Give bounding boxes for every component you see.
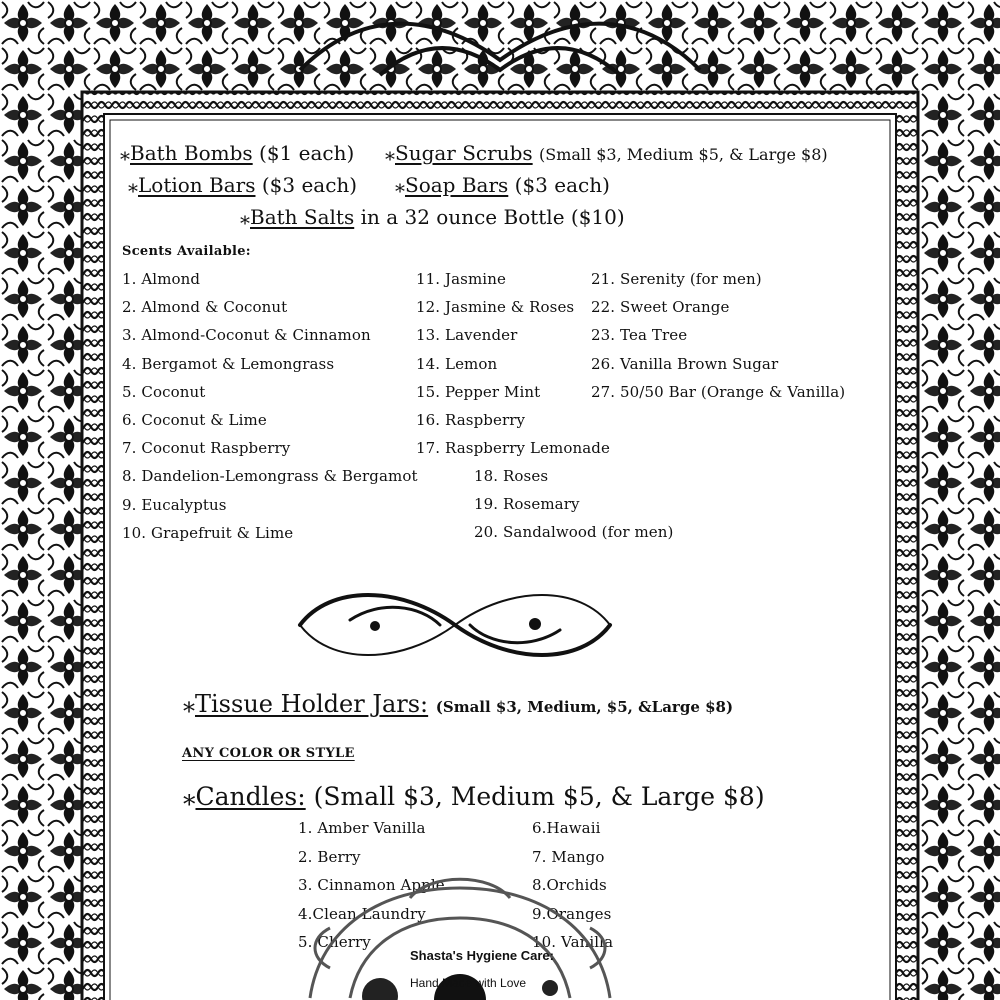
scent-item: 1. Almond [122,270,201,288]
tissue-jars-line: ⁎Tissue Holder Jars: (Small $3, Medium, $5, &Large $8) [183,690,734,718]
scent-item: 14. Lemon [416,354,498,373]
bath-bombs-price: ($1 each) [259,141,355,165]
candles-name: Candles: [195,782,306,811]
lotion-bars-line: ⁎Lotion Bars ($3 each) [128,173,358,197]
scent-item: 15. Pepper Mint [416,382,541,401]
scent-item: 16. Raspberry [416,410,526,429]
candle-item: 4.Clean Laundry [298,904,426,923]
bath-salts-name: Bath Salts [250,205,355,229]
candles-price: (Small $3, Medium $5, & Large $8) [313,782,765,811]
scent-item: 20. Sandalwood (for men) [474,523,674,542]
scent-item: 21. Serenity (for men) [591,270,762,288]
scent-item: 2. Almond & Coconut [122,298,288,317]
scents-column-1 [122,270,418,552]
scent-item: 23. Tea Tree [591,326,688,345]
bath-bombs-name: Bath Bombs [130,141,253,165]
sugar-scrubs-name: Sugar Scrubs [395,141,533,165]
logo-tagline: Hand Made with Love [410,976,527,990]
flourish-divider [290,580,620,670]
candle-item: 5. Cherry [298,933,371,951]
scent-item: 27. 50/50 Bar (Orange & Vanilla) [591,382,846,401]
scent-item: 18. Roses [474,467,549,485]
tissue-jars-price: (Small $3, Medium, $5, &Large $8) [435,698,734,716]
scent-item: 17. Raspberry Lemonade [416,439,610,458]
candle-item: 3. Cinnamon Apple [298,876,445,894]
bath-salts-rest: in a 32 ounce Bottle ($10) [360,205,625,229]
scent-item: 19. Rosemary [474,495,580,514]
scent-item: 9. Eucalyptus [122,495,227,514]
scents-column-2a [416,270,610,467]
scent-item: 13. Lavender [416,326,518,345]
bath-bombs-line: ⁎Bath Bombs ($1 each) [120,141,355,165]
soap-bars-name: Soap Bars [405,173,509,197]
scent-item: 3. Almond-Coconut & Cinnamon [122,326,371,345]
scent-item: 10. Grapefruit & Lime [122,523,294,542]
scents-label: Scents Available: [122,244,251,259]
candle-item: 10. Vanilla [532,933,614,951]
scent-item: 8. Dandelion-Lemongrass & Bergamot [122,467,418,486]
scent-item: 11. Jasmine [416,270,506,288]
scent-item: 5. Coconut [122,382,206,401]
scent-item: 26. Vanilla Brown Sugar [591,354,779,373]
sugar-scrubs-line: ⁎Sugar Scrubs (Small $3, Medium $5, & Large $8) [385,141,828,165]
scent-item: 4. Bergamot & Lemongrass [122,354,335,373]
soap-bars-price: ($3 each) [514,173,610,197]
candles-line: ⁎Candles: (Small $3, Medium $5, & Large $8) [183,782,765,811]
candle-item: 6.Hawaii [532,819,601,837]
candle-item: 9.Oranges [532,904,612,923]
scents-column-2b [474,467,674,552]
candle-item: 1. Amber Vanilla [298,819,426,837]
candle-item: 2. Berry [298,847,361,866]
scent-item: 6. Coconut & Lime [122,410,267,429]
scent-item: 12. Jasmine & Roses [416,298,575,317]
candle-item: 7. Mango [532,847,605,866]
logo-name: Shasta's Hygiene Care: [410,948,554,963]
candle-item: 8.Orchids [532,876,607,894]
bath-salts-line: ⁎Bath Salts in a 32 ounce Bottle ($10) [240,205,625,229]
soap-bars-line: ⁎Soap Bars ($3 each) [395,173,610,197]
scent-item: 22. Sweet Orange [591,298,730,317]
scents-column-3 [591,270,845,411]
tissue-jars-name: Tissue Holder Jars: [195,690,429,718]
sugar-scrubs-price: (Small $3, Medium $5, & Large $8) [539,145,828,164]
tissue-jars-note: ANY COLOR OR STYLE [182,746,355,761]
scent-item: 7. Coconut Raspberry [122,439,291,458]
lotion-bars-price: ($3 each) [261,173,358,197]
lotion-bars-name: Lotion Bars [138,173,256,197]
